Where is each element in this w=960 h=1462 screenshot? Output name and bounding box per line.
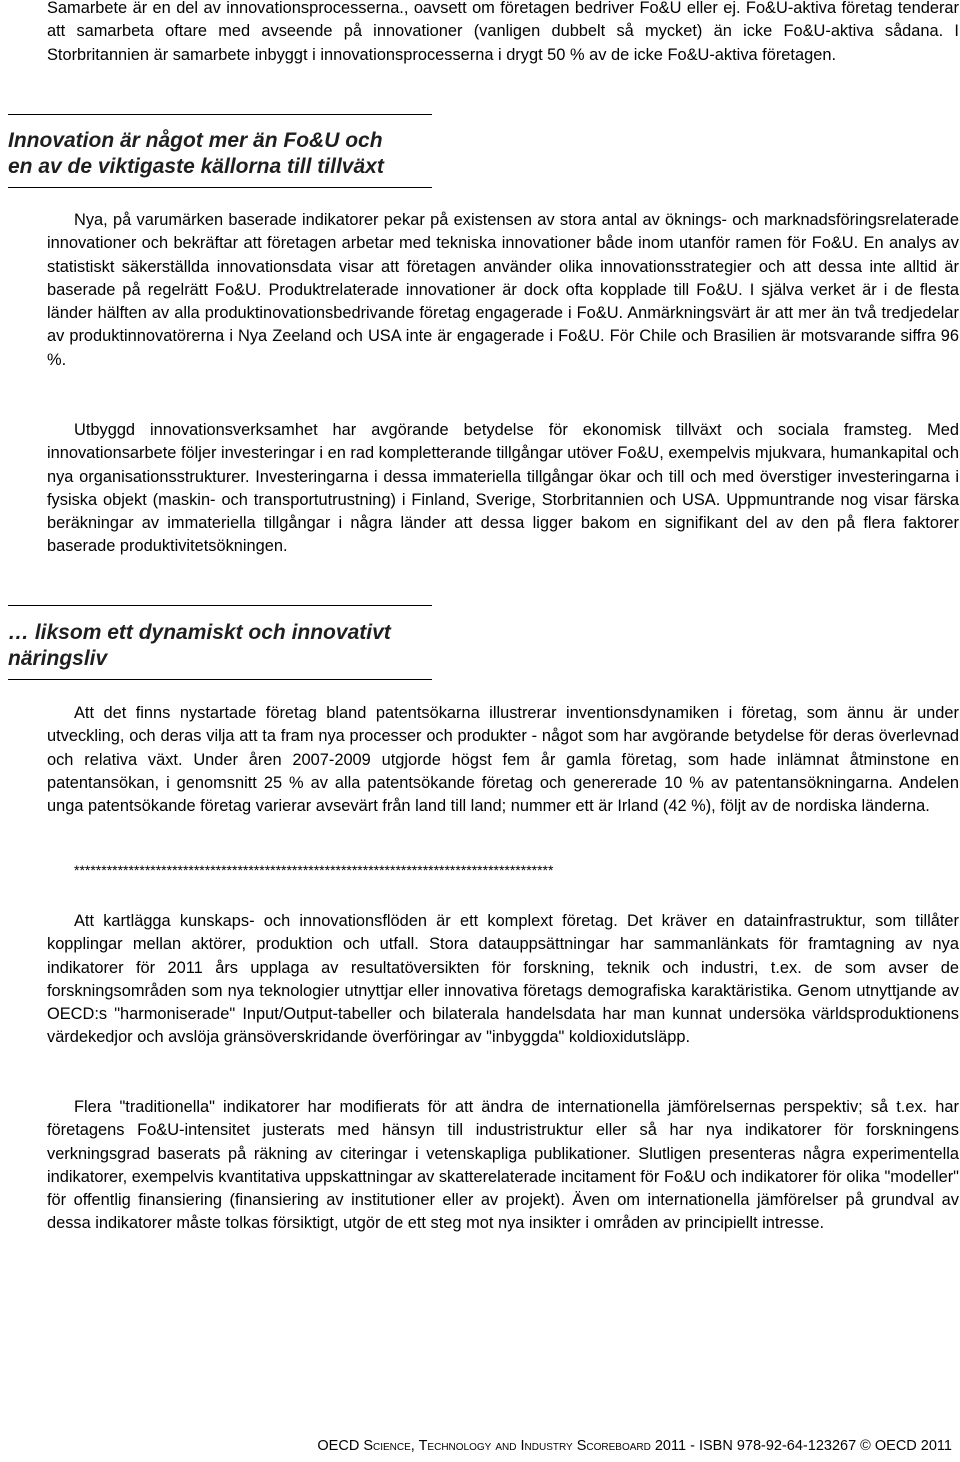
- paragraph-young-firms-patents: Att det finns nystartade företag bland patentsökarna illustrerar inventionsdynamiken i företag, som ännu är under utveckling, och deras vilja att ta fram nya processer och produkter - något som har avgörande betydelse för deras överlevnad och relativa växt. Under åren 2007-2009 utgjorde högst fem år gamla företag, som hade inlämnat åtminstone en patentansökan, i genomsnitt 25 % av alla patentsökande företag och genererade 10 % av patentansökningarna. Andelen unga patentsökande företag varierar avsevärt från land till land; nummer ett är Irland (42 %), följt av de nordiska länderna.: [47, 704, 959, 816]
- footer-isbn: - ISBN 978-92-64-123267: [686, 1438, 861, 1454]
- section-heading-line-1: … liksom ett dynamiskt och innovativt: [8, 621, 391, 644]
- heading-rule-bottom: [8, 679, 432, 680]
- section-heading-line-2: näringsliv: [8, 647, 108, 670]
- paragraph-knowledge-flows: Att kartlägga kunskaps- och innovationsflöden är ett komplext företag. Det kräver en datainfrastruktur, som tillåter kopplingar mellan aktörer, produktion och utfall. Stora datauppsättningar har sammanlänkats för framtagning av nya indikatorer för 2011 års upplaga av resultatöversikten för forskning, teknik och industri, t.ex. de som avser de forskningsområden som nya teknologier utnyttjar eller innovativa företags demografiska karaktäristika. Genom utnyttjande av OECD:s "harmoniserade" Input/Output-tabeller och bilaterala handelsdata har man kunnat undersöka världsproduktionens värdekedjor och avslöja gränsöverskridande överföringar av "inbyggda" koldioxidutsläpp.: [47, 912, 959, 1047]
- paragraph-innovation-growth: Utbyggd innovationsverksamhet har avgörande betydelse för ekonomisk tillväxt och sociala framsteg. Med innovationsarbete följer investeringar i en rad kompletterande tillgångar utöver Fo&U, exempelvis mjukvara, humankapital och nya organisationsstrukturer. Investeringarna i dessa immateriella tillgångar ökar och till och med överstiger investeringarna i fysiska objekt (maskin- och transportutrustning) i Finland, Sverige, Storbritannien och USA. Uppmuntrande nog visar färska beräkningar av immateriella tillgångar i några länder att dessa ligger bakom en signifikant del av den på flera faktorer baserade produktivitetsökningen.: [47, 421, 959, 556]
- section-heading-line-2: en av de viktigaste källorna till tillväxt: [8, 155, 384, 178]
- section-heading-line-1: Innovation är något mer än Fo&U och: [8, 129, 383, 152]
- asterisk-separator: ****************************************************************************************: [74, 862, 554, 878]
- page-footer: [317, 1437, 952, 1455]
- heading-rule-top: [8, 605, 432, 606]
- paragraph-traditional-indicators: Flera "traditionella" indikatorer har modifierats för att ändra de internationella jämförelsernas perspektiv; så t.ex. har företagens Fo&U-intensitet justerats med hänsyn till industristruktur eller så har nya indikatorer för forskningens verkningsgrad baserats på räkning av citeringar i vetenskapliga publikationer. Slutligen presenteras några experimentella indikatorer, exempelvis kvantitativa uppskattningar av skatterelaterade incitament för Fo&U och indikatorer för olika "modeller" för offentlig finansiering (finansiering av institutioner eller av projekt). Även om internationella jämförelser på grundval av dessa indikatorer måste tolkas försiktigt, utgör de ett steg mot nya insikter i områden av principiellt intresse.: [47, 1098, 959, 1233]
- footer-series-title: OECD Science, Technology and Industry Scoreboard 2011: [317, 1438, 687, 1454]
- heading-rule-top: [8, 114, 432, 115]
- footer-copyright: © OECD 2011: [860, 1438, 952, 1454]
- heading-rule-bottom: [8, 187, 432, 188]
- paragraph-collaboration: Samarbete är en del av innovationsprocesserna., oavsett om företagen bedriver Fo&U eller ej. Fo&U-aktiva företag tenderar att samarbeta oftare med avseende på innovationer (vanligen dubbelt så mycket) än icke Fo&U-aktiva sådana. I Storbritannien är samarbete inbyggt i innovationsprocesserna i drygt 50 % av de icke Fo&U-aktiva företagen.: [47, 0, 959, 64]
- section-heading-innovation: [8, 128, 448, 180]
- section-heading-dynamic-business: [8, 620, 448, 672]
- paragraph-trademark-indicators: Nya, på varumärken baserade indikatorer pekar på existensen av stora antal av öknings- och marknadsföringsrelaterade innovationer och bekräftar att företagen arbetar med tekniska innovationer både inom utanför ramen för Fo&U. En analys av statistiskt säkerställda innovationsdata visar att företagen använder olika innovationsstrategier och att dessa inte alltid är baserade på regelrätt Fo&U. Produktrelaterade innovationer är dock ofta kopplade till Fo&U. I själva verket är i de flesta länder hälften av alla produktinovationsbedrivande företag engagerade i Fo&U. Anmärkningsvärt är att mer än två tredjedelar av produktinnovatörerna i Nya Zeeland och USA inte är engagerade i Fo&U. För Chile och Brasilien är motsvarande siffra 96 %.: [47, 211, 959, 369]
